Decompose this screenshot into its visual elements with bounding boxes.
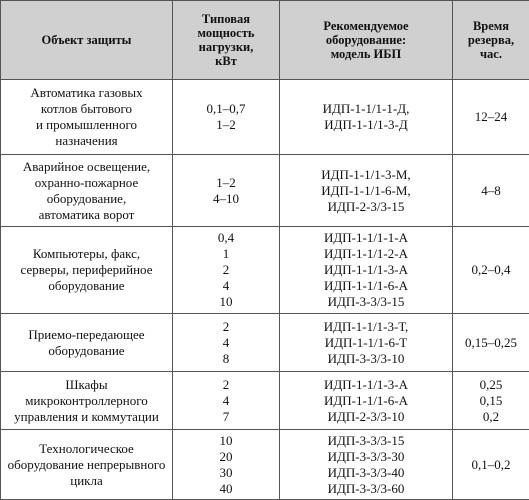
cell-line: 30 [219,464,233,480]
header-time-line: Время [472,19,510,33]
cell-line: 0,1–0,7 [206,101,246,116]
cell-line: ИДП-1-1/1-6-М, [321,182,411,198]
cell-power [173,155,280,227]
table-header-row [1,1,529,80]
cell-line: 1–2 [216,174,236,190]
cell-line: ИДП-2-3/3-10 [327,408,405,424]
header-object-line: Объект защиты [41,33,132,47]
cell-line: ИДП-3-3/3-15 [327,294,405,309]
cell-line: 0,25 [479,376,503,392]
cell-object [1,227,173,314]
header-power-line: мощность [197,26,255,40]
cell-object [1,80,173,155]
cell-line: ИДП-3-3/3-10 [327,350,405,366]
header-model [280,1,453,80]
cell-line: 4–8 [481,182,501,198]
cell-time [453,80,529,155]
cell-line: 4 [222,334,230,350]
cell-line: цикла [70,472,103,488]
header-time-line: час. [480,47,502,61]
cell-line: охранно-пожарное [34,174,139,190]
cell-object [1,155,173,227]
cell-power [173,372,280,430]
cell-line: 2 [222,376,230,392]
cell-line: ИДП-1-1/1-1-А [324,230,408,245]
table-row [1,314,529,372]
cell-power [173,314,280,372]
cell-line: 1 [222,246,230,261]
cell-line: Приемо-передающее [28,326,145,342]
cell-line: ИДП-3-3/3-60 [327,480,405,496]
cell-time [453,227,529,314]
cell-time [453,372,529,430]
header-power [173,1,280,80]
cell-time [453,314,529,372]
header-power-line: нагрузки, [198,40,254,54]
header-power-line: кВт [215,54,237,68]
cell-line: оборудование [48,342,125,358]
cell-power [173,430,280,500]
cell-line: 10 [219,294,233,309]
cell-object [1,372,173,430]
cell-line: 20 [219,448,233,464]
cell-line: 12–24 [474,109,508,124]
header-time-line: резерва, [467,33,515,47]
cell-model [280,80,453,155]
cell-time [453,155,529,227]
cell-line: Шкафы [65,376,108,392]
cell-line: 8 [222,350,230,366]
cell-line: оборудование непрерывного [7,456,166,472]
cell-object [1,314,173,372]
cell-line: Компьютеры, факс, [32,246,141,261]
cell-line: ИДП-1-1/1-6-А [324,392,408,408]
cell-line: ИДП-3-3/3-30 [327,448,405,464]
cell-line: 2 [222,318,230,334]
cell-line: 0,1–0,2 [471,456,511,472]
cell-line: автоматика ворот [38,206,135,222]
table-row [1,372,529,430]
table-row [1,155,529,227]
cell-line: котлов бытового [40,101,133,116]
cell-model [280,155,453,227]
table-row [1,80,529,155]
header-model-line: модель ИБП [330,47,402,61]
cell-power [173,80,280,155]
cell-line: ИДП-1-1/1-6-Т [324,334,408,350]
cell-line: оборудование [48,278,125,293]
cell-line: 4 [222,278,230,293]
table-row [1,430,529,500]
cell-line: 0,2 [482,408,500,424]
cell-line: Технологическое [39,440,134,456]
cell-line: серверы, периферийное [20,262,153,277]
cell-line: ИДП-2-3/3-15 [327,198,405,214]
cell-model [280,430,453,500]
cell-line: 10 [219,432,233,448]
cell-line: оборудование, [46,190,127,206]
header-power-line: Типовая [201,12,251,26]
cell-line: ИДП-1-1/1-1-Д, [322,101,410,116]
cell-line: Аварийное освещение, [22,158,151,174]
cell-time [453,430,529,500]
cell-line: ИДП-1-1/1-2-А [324,246,408,261]
cell-line: 7 [222,408,230,424]
cell-model [280,372,453,430]
cell-model [280,227,453,314]
cell-line: 0,15–0,25 [465,334,517,350]
cell-line: 4 [222,392,230,408]
cell-line: ИДП-1-1/1-3-А [324,376,408,392]
header-model-line: оборудование: [325,33,407,47]
cell-model [280,314,453,372]
cell-power [173,227,280,314]
header-object [1,1,173,80]
cell-line: 2 [222,262,230,277]
cell-line: 4–10 [213,190,239,206]
header-time [453,1,529,80]
cell-line: ИДП-1-1/1-3-Т, [323,318,409,334]
cell-line: 40 [219,480,233,496]
header-model-line: Рекомендуемое [323,19,409,33]
cell-line: ИДП-1-1/1-3-М, [321,166,411,182]
cell-line: назначения [55,133,118,148]
cell-line: 0,2–0,4 [471,262,511,277]
cell-line: ИДП-3-3/3-40 [327,464,405,480]
table-row [1,227,529,314]
cell-line: микроконтроллерного [25,392,148,408]
cell-line: ИДП-3-3/3-15 [327,432,405,448]
cell-line: управления и коммутации [14,408,159,424]
cell-line: ИДП-1-1/1-3-А [324,262,408,277]
cell-line: и промышленного [35,117,138,132]
cell-line: ИДП-1-1/1-6-А [324,278,408,293]
cell-line: 0,4 [217,230,235,245]
cell-line: ИДП-1-1/1-3-Д [324,117,408,132]
cell-line: 1–2 [216,117,236,132]
cell-line: Автоматика газовых [30,85,143,100]
cell-object [1,430,173,500]
cell-line: 0,15 [479,392,503,408]
